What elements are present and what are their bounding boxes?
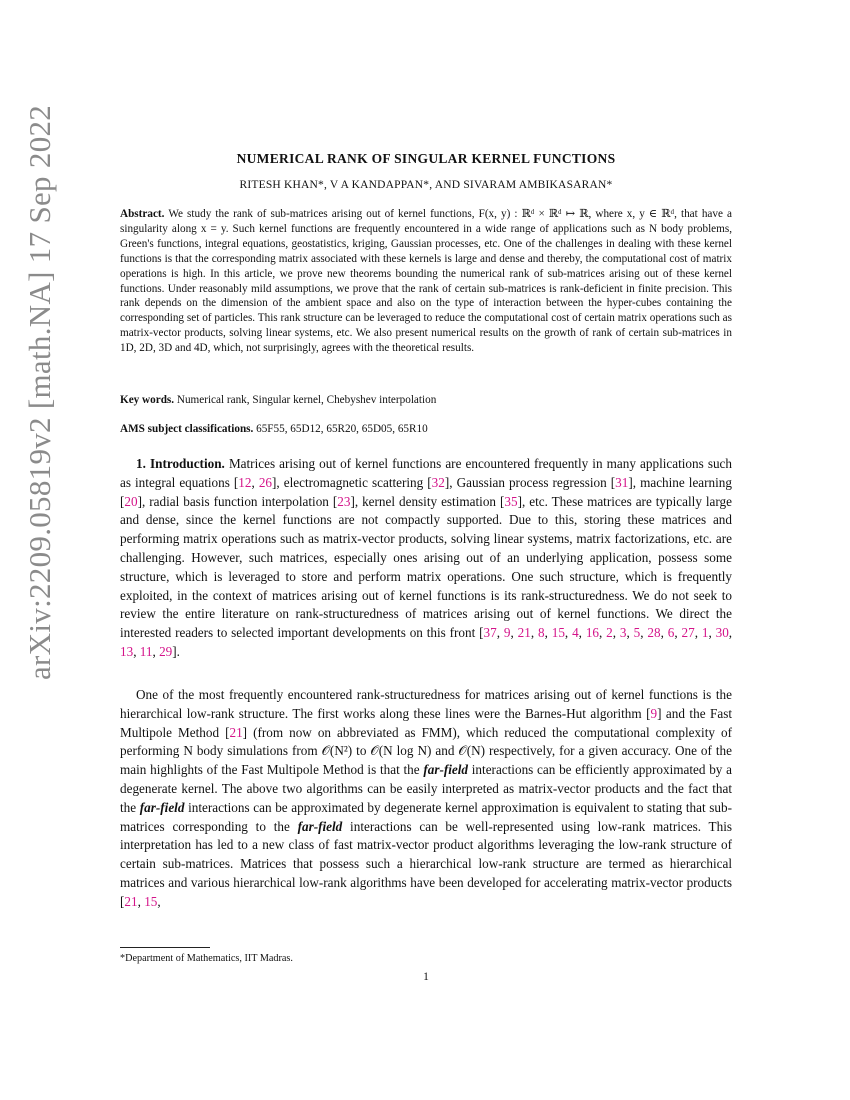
abstract-label: Abstract.: [120, 208, 165, 220]
p2-text-d: interactions can be efficiently approximated by a degenerate kernel. The above two algorithms can be easily interpreted as matrix-vector products and the fact that the: [120, 762, 732, 815]
citation-sep: ,: [564, 625, 573, 641]
citation-link[interactable]: 13: [120, 643, 134, 659]
p2-text-e: interactions can be approximated by degenerate kernel approximation is equivalent to stating that sub-matrices corresponding to the: [120, 799, 732, 834]
citation-link[interactable]: 21: [517, 625, 531, 641]
citation-link[interactable]: 12: [238, 474, 252, 490]
citation-link[interactable]: 6: [667, 625, 675, 641]
citation-link[interactable]: 15: [144, 893, 158, 909]
citation-link[interactable]: 1: [701, 625, 709, 641]
citation-sep: ,: [640, 625, 648, 641]
citation-link[interactable]: 3: [619, 625, 627, 641]
citation-sep: ,: [496, 625, 504, 641]
intro-text-a: Matrices arising out of kernel functions are encountered frequently in many applications such as integral equations [: [120, 456, 733, 490]
p2-text-g: ,: [137, 893, 145, 909]
citation-sep: ,: [599, 625, 607, 641]
page-number: 1: [423, 971, 429, 983]
p2-text-a: One of the most frequently encountered rank-structuredness for matrices arising out of kernel functions is the hierarchical low-rank structure. The first works along these lines were the Barnes-Hut algorithm [: [120, 687, 732, 721]
introduction-paragraph-2: [120, 686, 732, 912]
citation-link[interactable]: 16: [585, 625, 599, 641]
paper-page: [120, 0, 732, 1100]
citation-link[interactable]: 9: [503, 625, 511, 641]
citation-link[interactable]: 21: [124, 893, 138, 909]
section-heading: 1. Introduction.: [136, 456, 225, 471]
citation-sep: ,: [530, 625, 538, 641]
intro-text-f: ], kernel density estimation [: [350, 493, 505, 509]
footnote-rule: [120, 947, 210, 948]
citation-link[interactable]: 8: [537, 625, 545, 641]
citation-link[interactable]: 9: [650, 705, 658, 721]
citation-link[interactable]: 31: [615, 474, 629, 490]
citation-sep: ,: [612, 625, 620, 641]
keywords: [120, 394, 732, 406]
citation-link[interactable]: 30: [715, 625, 729, 641]
p2-text-f: interactions can be well-represented using low-rank matrices. This interpretation has led to a new class of fast matrix-vector product algorithms leveraging the low-rank structure of certain sub-matrices. Matrices that possess such a hierarchical low-rank structure are termed as hierarchical matrices and various hierarchical low-rank algorithms have been developed for accelerating matrix-vector products [: [120, 818, 732, 909]
p2-text-h: ,: [157, 893, 161, 909]
citation-link[interactable]: 20: [124, 493, 138, 509]
citation-link[interactable]: 26: [258, 474, 273, 490]
author-list: RITESH KHAN*, V A KANDAPPAN*, AND SIVARAM AMBIKASARAN*: [239, 179, 613, 191]
citation-sep: ,: [708, 625, 716, 641]
intro-text-b: ], electromagnetic scattering [: [272, 474, 432, 490]
citation-sep: ,: [544, 625, 552, 641]
citation-link[interactable]: 32: [431, 474, 445, 490]
citation-sep: ,: [694, 625, 702, 641]
citation-sep: ,: [728, 625, 733, 641]
citation-link[interactable]: 37: [483, 625, 497, 641]
far-field-term: far-field: [297, 818, 343, 834]
paper-title: NUMERICAL RANK OF SINGULAR KERNEL FUNCTIONS: [236, 151, 616, 166]
arxiv-identifier: arXiv:2209.05819v2 [math.NA] 17 Sep 2022: [22, 104, 57, 680]
abstract-text: We study the rank of sub-matrices arising out of kernel functions, F(x, y) : ℝᵈ × ℝᵈ ↦ ℝ, where x, y ∈ ℝᵈ, that have a singularity along x = y. Such kernel functions are frequently encountered in a wide range of applications such as N body problems, Green's functions, integral equations, geostatistics, kriging, Gaussian processes, etc. One of the challenges in dealing with these kernel functions is that the corresponding matrix associated with these kernels is large and dense and thereby, the computational cost of matrix operations is high. In this article, we prove new theorems bounding the numerical rank of sub-matrices arising out of these kernel functions. Under reasonably mild assumptions, we prove that the rank of certain sub-matrices is rank-deficient in finite precision. This rank depends on the dimension of the ambient space and also on the type of interaction between the hyper-cubes containing the corresponding set of particles. This rank structure can be leveraged to reduce the computational cost of certain matrix operations such as matrix-vector products, solving linear systems, etc. We also present numerical results on the growth of rank of certain sub-matrices in 1D, 2D, 3D and 4D, which, not surprisingly, agrees with the theoretical results.: [120, 208, 732, 355]
citation-link[interactable]: 27: [681, 625, 695, 641]
citation-sep: ,: [133, 643, 140, 659]
citation-sep: ,: [674, 625, 682, 641]
abstract: [120, 207, 732, 356]
citation-link[interactable]: 15: [551, 625, 565, 641]
citation-link[interactable]: 2: [606, 625, 613, 641]
citation-sep: ,: [660, 625, 668, 641]
citation-link[interactable]: 28: [647, 625, 661, 641]
keywords-text: Numerical rank, Singular kernel, Chebyshev interpolation: [176, 394, 437, 406]
far-field-term: far-field: [423, 762, 469, 778]
ams-text: 65F55, 65D12, 65R20, 65D05, 65R10: [256, 423, 428, 435]
introduction-paragraph-1: 1. Introduction. Matrices arising out of kernel functions are encountered frequently in many applications such as integral equations [12, 26], electromagnetic scattering [32], Gaussian process regression [31], machine learning [20], radial basis function interpolation [23], kernel density estimation [35], etc. These matrices are typically large and dense, since the kernel functions are not compactly supported. Due to this, storing these matrices and performing matrix operations such as matrix-vector products, solving linear systems, matrix factorizations, etc. are challenging. However, such matrices, especially ones arising out of an underlying application, possess some structure, which is leveraged to store and perform matrix operations. One such structure, which is frequently exploited, in the context of matrices arising out of kernel functions is its rank-structuredness. We do not seek to review the entire literature on rank-structuredness of matrices arising out of kernel functions. We direct the interested readers to selected important developments on this front [37, 9, 21, 8, 15, 4, 16, 2, 3, 5, 28, 6, 27, 1, 30, 13, 11, 29].: [120, 456, 733, 659]
p2-text-c: ] (from now on abbreviated as FMM), which reduced the computational complexity of performing N body simulations from 𝒪(N²) to 𝒪(N log N) and 𝒪(N) respectively, for a given accuracy. One of the main highlights of the Fast Multipole Method is that the: [120, 724, 732, 778]
citation-sep: ,: [251, 474, 259, 490]
far-field-term: far-field: [139, 799, 185, 815]
citation-link[interactable]: 29: [159, 643, 173, 659]
footnote: *Department of Mathematics, IIT Madras.: [120, 953, 293, 964]
keywords-label: Key words.: [120, 394, 175, 406]
citation-sep: ,: [510, 625, 518, 641]
ams-label: AMS subject classifications.: [120, 423, 254, 435]
citation-sep: ,: [152, 643, 160, 659]
intro-text-e: ], radial basis function interpolation [: [137, 493, 338, 509]
citation-link[interactable]: 23: [337, 493, 351, 509]
citation-link[interactable]: 5: [633, 625, 641, 641]
citation-sep: ,: [578, 625, 586, 641]
citation-link[interactable]: 21: [229, 724, 243, 740]
intro-text-g: ], etc. These matrices are typically large and dense, since the kernel functions are not compactly supported. Due to this, storing these matrices and performing matrix operations such as matrix-vector products, solving linear systems, matrix factorizations, etc. are challenging. However, such matrices, especially ones arising out of an underlying application, possess some structure, which is leveraged to store and perform matrix operations. One such structure, which is frequently exploited, in the context of matrices arising out of kernel functions is its rank-structuredness. We do not seek to review the entire literature on rank-structuredness of matrices arising out of kernel functions. We direct the interested readers to selected important developments on this front [: [120, 493, 732, 641]
citation-link[interactable]: 11: [139, 643, 153, 659]
p2-text-b: ] and the Fast Multipole Method [: [120, 705, 732, 740]
intro-text-d: ], machine learning [: [120, 474, 732, 509]
citation-sep: ,: [626, 625, 634, 641]
citation-link[interactable]: 4: [572, 625, 579, 641]
citation-link[interactable]: 35: [504, 493, 518, 509]
ams-classifications: [120, 423, 732, 435]
intro-text-c: ], Gaussian process regression [: [444, 474, 616, 490]
